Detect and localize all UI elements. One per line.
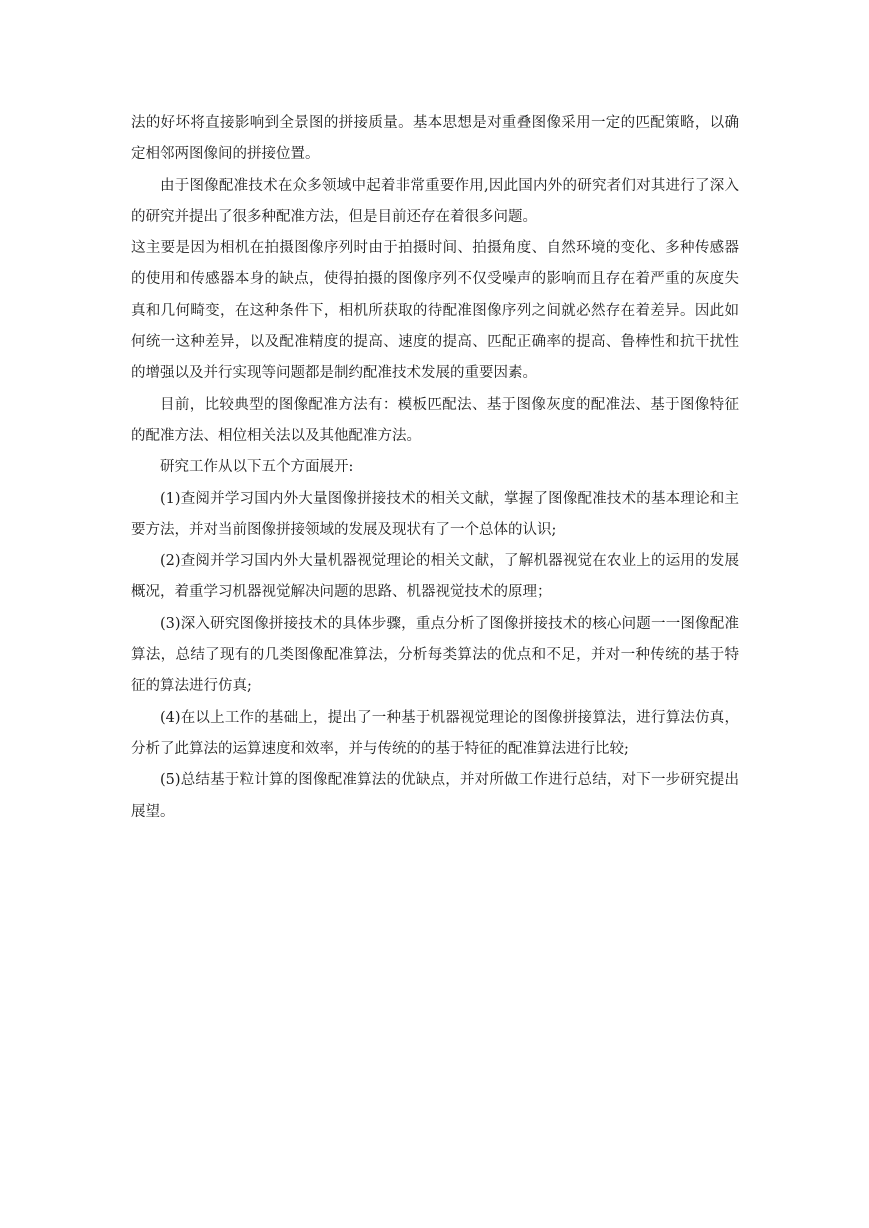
list-item-1: (1)查阅并学习国内外大量图像拼接技术的相关文献，掌握了图像配准技术的基本理论和主要方法，并对当前图像拼接领域的发展及现状有了一个总体的认识; xyxy=(131,490,739,538)
list-item-3: (3)深入研究图像拼接技术的具体步骤，重点分析了图像拼接技术的核心问题一一图像配准算法，总结了现有的几类图像配准算法，分析每类算法的优点和不足，并对一种传统的基于特征的算法进行仿真; xyxy=(131,615,739,695)
paragraph-work-intro: 研究工作从以下五个方面展开: xyxy=(160,459,354,476)
paragraph-continuation: 法的好坏将直接影响到全景图的拼接质量。基本思想是对重叠图像采用一定的匹配策略，以确定相邻两图像间的拼接位置。 xyxy=(131,115,739,163)
paragraph-methods: 目前，比较典型的图像配准方法有：模板匹配法、基于图像灰度的配准法、基于图像特征的配准方法、相位相关法以及其他配准方法。 xyxy=(131,396,739,444)
paragraph-importance: 由于图像配准技术在众多领域中起着非常重要作用,因此国内外的研究者们对其进行了深入的研究并提出了很多种配准方法，但是目前还存在着很多问题。 xyxy=(131,177,739,225)
list-item-4: (4)在以上工作的基础上，提出了一种基于机器视觉理论的图像拼接算法，进行算法仿真，分析了此算法的运算速度和效率，并与传统的的基于特征的配准算法进行比较; xyxy=(131,709,739,757)
list-item-2: (2)查阅并学习国内外大量机器视觉理论的相关文献，了解机器视觉在农业上的运用的发展概况，着重学习机器视觉解决问题的思路、机器视觉技术的原理； xyxy=(131,553,739,601)
list-item-5: (5)总结基于粒计算的图像配准算法的优缺点，并对所做工作进行总结，对下一步研究提出展望。 xyxy=(131,772,739,820)
paragraph-reasons: 这主要是因为相机在拍摄图像序列时由于拍摄时间、拍摄角度、自然环境的变化、多种传感器的使用和传感器本身的缺点，使得拍摄的图像序列不仅受噪声的影响而且存在着严重的灰度失真和几何畸变，在这种条件下，相机所获取的待配准图像序列之间就必然存在着差异。因此如何统一这种差异，以及配准精度的提高、速度的提高、匹配正确率的提高、鲁棒性和抗干扰性的增强以及并行实现等问题都是制约配准技术发展的重要因素。 xyxy=(131,240,739,382)
document-page xyxy=(131,108,739,828)
